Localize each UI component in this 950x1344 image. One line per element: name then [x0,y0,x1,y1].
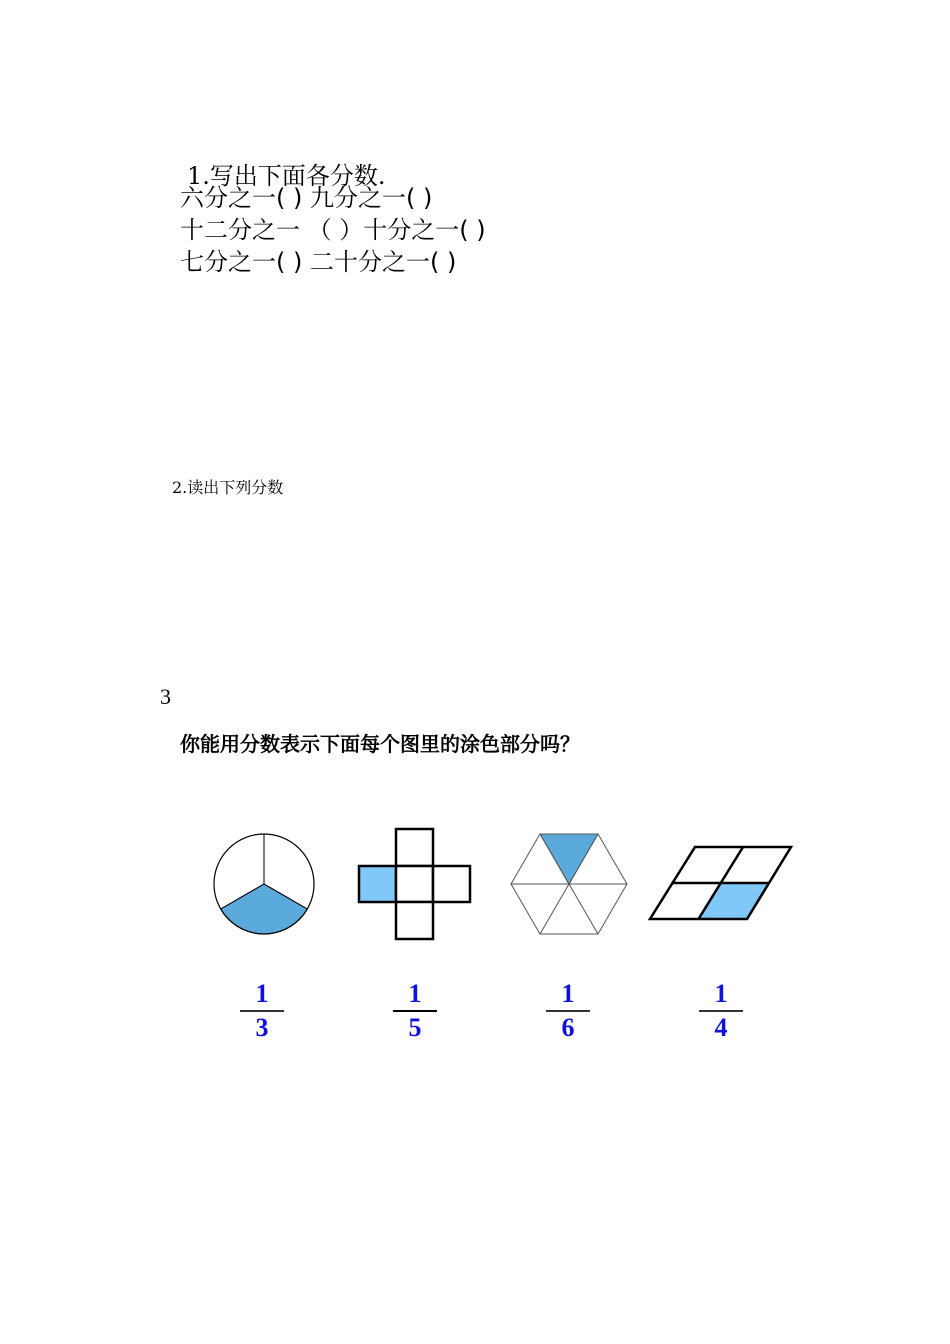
fraction-numerator: 1 [255,979,269,1008]
fraction-numerator: 1 [714,979,728,1008]
circle-figure [214,834,314,934]
fraction-denominator: 4 [714,1013,728,1042]
fraction-bar [393,1010,437,1012]
parallelogram-figure [650,847,791,919]
fraction-one-fourth [691,980,751,1042]
fraction-one-third [232,980,292,1042]
fraction-bar [699,1010,743,1012]
question-2-title: 2.读出下列分数 [172,478,284,497]
question-1-line-2: 十二分之一 （ ）十分之一( ) [180,216,486,244]
fraction-one-sixth [538,980,598,1042]
fraction-numerator: 1 [561,979,575,1008]
question-3-prompt: 你能用分数表示下面每个图里的涂色部分吗？ [180,732,580,756]
question-1-title: 1.写出下面各分数. [187,162,386,190]
cross-square-right [433,866,470,902]
question-3-number: 3 [160,684,171,709]
cross-square-center [396,866,433,902]
fraction-one-fifth [385,980,445,1042]
fraction-denominator: 5 [408,1013,422,1042]
cross-square-bottom [396,902,433,939]
cross-square-top [396,829,433,866]
fraction-denominator: 6 [561,1013,575,1042]
fraction-numerator: 1 [408,979,422,1008]
question-1-line-3: 七分之一( ) 二十分之一( ) [180,248,457,276]
cross-square-left-shaded [359,866,396,902]
fraction-denominator: 3 [255,1013,269,1042]
circle-shaded-third [221,884,308,934]
question-1-line-1: 六分之一( ) 九分之一( ) [180,184,433,212]
hexagon-figure [511,834,627,934]
hexagon-shaded-triangle [540,834,598,884]
cross-figure [359,829,470,939]
fraction-bar [546,1010,590,1012]
fraction-bar [240,1010,284,1012]
